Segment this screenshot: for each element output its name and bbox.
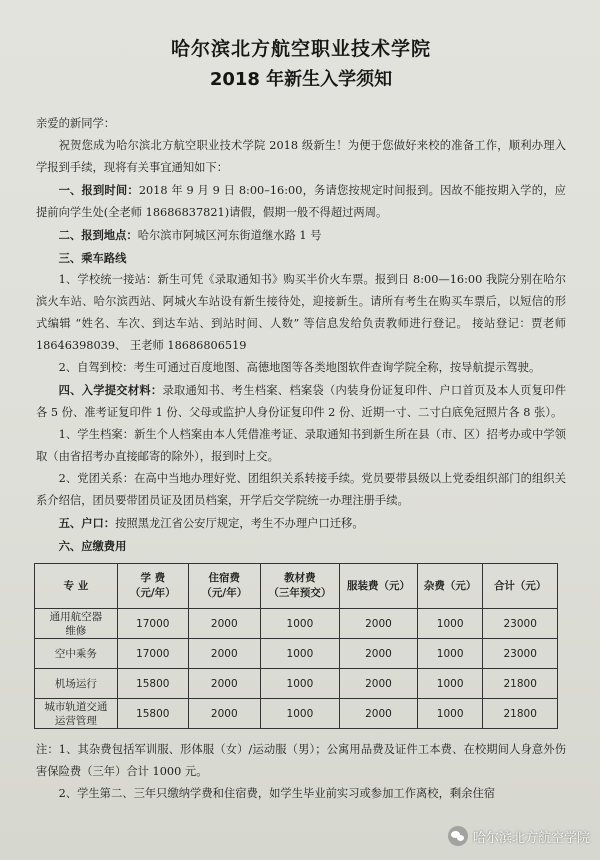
intro-paragraph: 祝贺您成为哈尔滨北方航空职业技术学院 2018 级新生！为便于您做好来校的准备工作，顺利办理入学报到手续，现将有关事宜通知如下：: [36, 139, 566, 174]
cell-textbook: 1000: [260, 699, 339, 729]
fee-table: [34, 563, 558, 729]
section-2-body: 哈尔滨市阿城区河东街道继水路 1 号: [137, 229, 322, 242]
cell-misc: 1000: [417, 699, 482, 729]
school-title: 哈尔滨北方航空职业技术学院: [170, 38, 431, 60]
cell-major-text: 机场运行: [54, 677, 97, 690]
cell-uniform: 2000: [340, 609, 418, 639]
cell-total: 21800: [483, 669, 558, 699]
section-4: [36, 379, 566, 424]
section-2: [36, 224, 566, 247]
table-row: [35, 699, 558, 729]
header-misc: 杂费（元）: [417, 564, 482, 609]
watermark: [448, 826, 590, 846]
cell-misc: 1000: [417, 669, 482, 699]
cell-dorm: 2000: [188, 639, 260, 669]
cell-uniform: 2000: [340, 669, 418, 699]
section-3-heading: 三、乘车路线: [58, 251, 127, 265]
cell-tuition: 15800: [117, 699, 188, 729]
cell-major: [35, 669, 118, 699]
cell-major-text: 空中乘务: [54, 647, 97, 660]
section-3-item-2: 2、自驾到校：考生可通过百度地图、高德地图等各类地图软件查询学院全称，按导航提示驾驶。: [58, 361, 541, 374]
section-6-heading: 六、应缴费用: [58, 539, 127, 553]
greeting: 亲爱的新同学：: [36, 117, 116, 130]
cell-major: [35, 699, 118, 729]
table-row: [35, 609, 558, 639]
header-textbook-label: 教材费 （三年预交）: [268, 572, 332, 599]
cell-dorm: 2000: [188, 699, 260, 729]
cell-tuition: 17000: [117, 609, 188, 639]
header-dorm: [188, 564, 260, 609]
cell-uniform: 2000: [340, 699, 418, 729]
section-4-body: 录取通知书、考生档案、档案袋（内装身份证复印件、户口首页及本人页复印件各 5 份、准考证复印件 1 份、父母或监护人身份证复印件 2 份、近期一寸、二寸白底免冠照片各 8 张）。: [36, 384, 566, 419]
section-3-item-1: 1、学校统一接站：新生可凭《录取通知书》购买半价火车票。报到日 8:00—16:00 我院分别在哈尔滨火车站、哈尔滨西站、阿城火车站设有新生接待处，迎接新生。请所有考生在购买车票后，以短信的形式编辑 “姓名、车次、到达车站、到站时间、人数” 等信息发给负责教师进行登记。 接站登记：贾老师 18646398039、 王老师 18686806519: [36, 273, 566, 352]
fee-table-header-row: [35, 564, 558, 609]
section-5: [36, 512, 566, 535]
section-1-body: 2018 年 9 月 9 日 8:00–16:00，务请您按规定时间报到。因故不能按期入学的，应提前向学生处(全老师 18686837821)请假，假期一般不得超过两周。: [36, 184, 566, 219]
cell-misc: 1000: [417, 609, 482, 639]
cell-major: [35, 639, 118, 669]
cell-uniform: 2000: [340, 639, 418, 669]
header-uniform: 服装费（元）: [340, 564, 418, 609]
cell-major-text: 城市轨道交通 运营管理: [44, 700, 108, 727]
section-4-heading: 四、入学提交材料：: [58, 383, 163, 397]
section-1: [36, 179, 566, 224]
cell-misc: 1000: [417, 639, 482, 669]
section-4-item-1: 1、学生档案：新生个人档案由本人凭借准考证、录取通知书到新生所在县（市、区）招考办或中学领取（由省招考办直接邮寄的除外），报到时上交。: [36, 428, 566, 463]
note-2: 2、学生第二、三年只缴纳学费和住宿费，如学生毕业前实习或参加工作离校，剩余住宿: [58, 787, 496, 800]
section-2-heading: 二、报到地点：: [58, 228, 138, 242]
cell-total: 21800: [483, 699, 558, 729]
cell-dorm: 2000: [188, 669, 260, 699]
cell-tuition: 17000: [117, 639, 188, 669]
wechat-icon: [448, 826, 468, 846]
header-tuition: [117, 564, 188, 609]
table-row: [35, 639, 558, 669]
cell-dorm: 2000: [188, 609, 260, 639]
section-1-heading: 一、报到时间：: [58, 183, 139, 197]
cell-major: [35, 609, 118, 639]
header-total: 合计（元）: [483, 564, 558, 609]
header-textbook: [260, 564, 339, 609]
note-1: 注：1、其杂费包括军训服、形体服（女）/运动服（男）；公寓用品费及证件工本费、在校期间人身意外伤害保险费（三年）合计 1000 元。: [36, 743, 566, 778]
header-tuition-label: 学 费 （元/年）: [129, 572, 176, 599]
cell-textbook: 1000: [260, 669, 339, 699]
notice-title: 2018 年新生入学须知: [209, 69, 393, 90]
section-4-item-2: 2、党团关系：在高中当地办理好党、团组织关系转接手续。党员要带县级以上党委组织部门的组织关系介绍信，团员要带团员证及团员档案，开学后交学院统一办理注册手续。: [36, 472, 566, 507]
cell-textbook: 1000: [260, 639, 339, 669]
header-dorm-label: 住宿费 （元/年）: [201, 572, 248, 599]
cell-tuition: 15800: [117, 669, 188, 699]
header-major: 专 业: [35, 564, 118, 609]
cell-major-text: 通用航空器 维修: [49, 610, 103, 637]
section-5-heading: 五、户口：: [58, 516, 116, 530]
cell-textbook: 1000: [260, 609, 339, 639]
cell-total: 23000: [483, 639, 558, 669]
section-5-body: 按照黑龙江省公安厅规定，考生不办理户口迁移。: [115, 517, 364, 530]
watermark-text: 哈尔滨北方航空学院: [472, 830, 590, 846]
table-row: [35, 669, 558, 699]
cell-total: 23000: [483, 609, 558, 639]
